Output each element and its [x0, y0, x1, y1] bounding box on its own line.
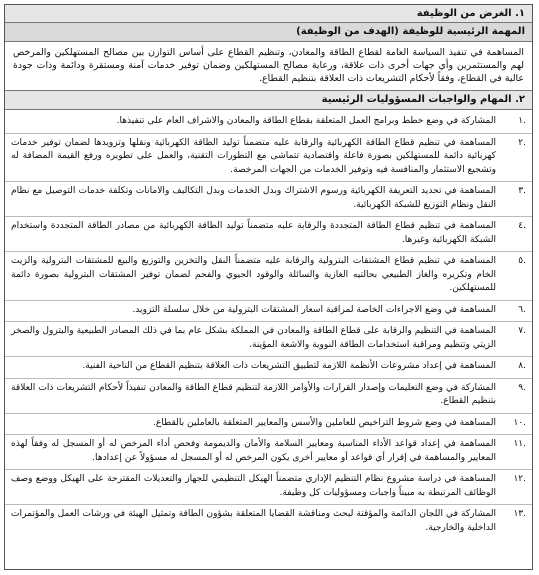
task-item: [5, 301, 532, 323]
tasks-title: ٢. المهام والواجبات المسؤوليات الرئيسية: [5, 91, 532, 110]
mission-text: المساهمة في تنفيذ السياسة العامة لقطاع الطاقة والمعادن، وتنظيم القطاع على أساس التوازن بين مصالح المستهلكين والمرخص لهم والمستثمرين وأي جهات أخرى ذات علاقة، ورعاية مصالح المستهلكين وضمان توفير خدمات آمنة ومستقرة ودائمة وذات جودة عالية في القطاع، وفقاً لأحكام التشريعات ذات العلاقة بتنظيم القطاع.: [5, 42, 532, 91]
task-text: المساهمة في وضع شروط التراخيص للعاملين والأسس والمعايير المتعلقة بالعاملين بالقطاع.: [152, 417, 496, 428]
task-text: المشاركة في اللجان الدائمة والمؤقتة لبحث ومناقشة القضايا المتعلقة بشؤون الطاقة وتمثيل الهيئة في ورشات العمل والمؤتمرات الداخلية والخارجية.: [11, 509, 496, 533]
task-item: [5, 357, 532, 379]
job-description-page: [4, 4, 533, 570]
task-text: المساهمة في التنظيم والرقابة على قطاع الطاقة والمعادن في المملكة بشكل عام بما في ذلك المصادر الطبيعية والبترول والصخر الزيتي وتنظيم ومراقبة استخدامات الطاقة النووية والاشعة المؤينة.: [11, 326, 496, 350]
task-item: [5, 414, 532, 436]
tasks-list: [5, 110, 532, 539]
task-text: المساهمة في تحديد التعريفة الكهربائية ورسوم الاشتراك وبدل الخدمات وبدل التكاليف والامانات وتكلفة خدمات التوصيل مع نظام النقل ونظام التوزيع للشبكة الكهربائية.: [11, 186, 496, 210]
task-text: المساهمة في وضع الاجراءات الخاصة لمراقبة اسعار المشتقات البترولية من خلال سلسلة التزويد.: [132, 304, 496, 315]
task-number: .٢: [518, 137, 526, 148]
task-text: المساهمة في إعداد مشروعات الأنظمة اللازمة لتطبيق التشريعات ذات العلاقة بتنظيم القطاع من الناحية الفنية.: [82, 361, 496, 371]
task-number: .٥: [518, 256, 526, 266]
task-item: [5, 252, 532, 301]
task-text: المساهمة في تنظيم قطاع الطاقة المتجددة والرقابة عليه متضمناً توليد الطاقة الكهربائية من مصادر الطاقة المتجددة واستخدام الشبكة الكهربائية وغيرها.: [11, 221, 496, 245]
task-number: .١١: [513, 439, 526, 449]
task-number: .١٠: [513, 417, 526, 428]
task-text: المساهمة في تنظيم قطاع المشتقات البترولية والرقابة عليه متضمناً النقل والتخزين والتوزيع والبيع للمشتقات البترولية والزيت الخام وتكريره والغاز الطبيعي بحالتيه الغازية والسائلة والوقود الحيوي والفحم لضمان توفير المشتقات البترولية بصورة دائمة للمستهلكين.: [11, 256, 496, 293]
task-item: [5, 470, 532, 505]
task-number: .١: [518, 116, 526, 126]
task-number: .٤: [518, 221, 526, 231]
task-number: .٩: [518, 382, 526, 393]
task-item: [5, 182, 532, 217]
mission-title: المهمة الرئيسية للوظيفة (الهدف من الوظيفة): [5, 23, 532, 42]
task-number: .١٢: [513, 474, 526, 484]
task-text: المشاركة في وضع التعليمات وإصدار القرارات والأوامر اللازمة لتنظيم قطاع الطاقة والمعادن تنفيذاً لأحكام التشريعات ذات العلاقة بتنظيم القطاع.: [11, 382, 496, 406]
task-item: [5, 112, 532, 134]
task-text: المساهمة في إعداد قواعد الأداء المناسبة ومعايير السلامة والأمان والديمومة وفحص أداء المرخص له أو المسجل له وفقاً لهذه المعايير والمساهمة في إقرار أي قواعد أو معايير أخرى يكون المرخص له أو المسجل له مسؤولاً عن إعدادها.: [11, 439, 496, 463]
task-item: [5, 379, 532, 414]
task-number: .٦: [518, 304, 526, 315]
task-number: .١٣: [513, 509, 526, 519]
task-item: [5, 134, 532, 183]
task-item: [5, 322, 532, 357]
task-text: المساهمة في تنظيم قطاع الطاقة الكهربائية والرقابة عليه متضمناً توليد الطاقة الكهربائية ونقلها وتزويدها لضمان توفير خدمات كهربائية دائمة للمستهلكين بصورة فاعلة واقتصادية تتماشى مع التطورات التقنية، والعمل على تطويره ورفع القيمة المضافة له وتشجيع الاستثمار والمنافسة فيه وتوفير الخدمات من الجهات المرخصة.: [11, 137, 496, 175]
task-number: .٧: [518, 326, 526, 336]
task-item: [5, 435, 532, 470]
task-number: .٣: [518, 186, 526, 196]
task-text: المشاركة في وضع خطط وبرامج العمل المتعلقة بقطاع الطاقة والمعادن والاشراف العام على تنفيذها.: [116, 116, 496, 126]
section-title: ١. الغرض من الوظيفة: [5, 5, 532, 23]
task-text: المساهمة في دراسة مشروع نظام التنظيم الإداري متضمناً الهيكل التنظيمي للجهاز والتعديلات المقترحة على الهيكل ووضع وصف الوظائف المرتبطة به مبيناً واجبات ومسؤوليات كل وظيفة.: [11, 474, 496, 498]
task-item: [5, 505, 532, 539]
task-number: .٨: [518, 361, 526, 371]
task-item: [5, 217, 532, 252]
